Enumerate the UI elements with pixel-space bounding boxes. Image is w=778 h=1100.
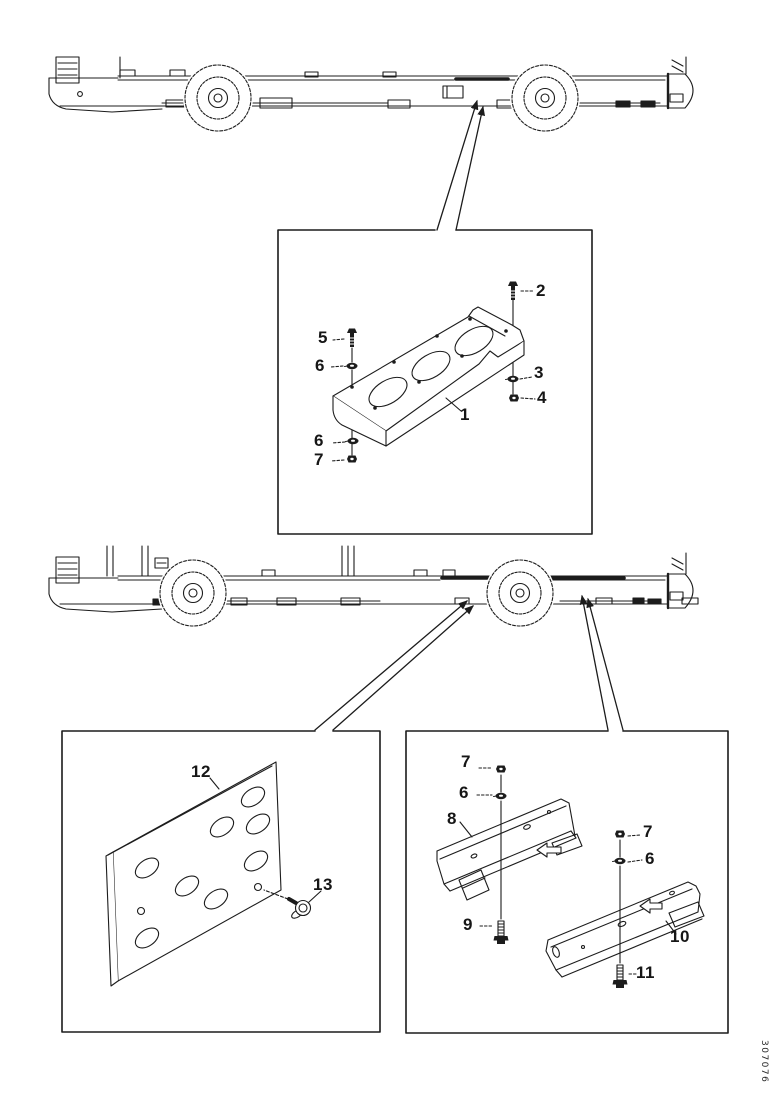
- nut-icon-7a: [496, 766, 506, 773]
- front-wheel-top-view: [183, 63, 253, 133]
- callout-label-6: 6: [315, 356, 325, 375]
- callout-label-11: 11: [636, 963, 655, 982]
- rear-end-cap: [668, 74, 693, 108]
- bolt-icon-2: [508, 282, 518, 301]
- bolt-icon-9: [494, 921, 509, 944]
- truck-chassis-side-view-bottom: [49, 546, 698, 628]
- rear-wheel-top-view: [510, 63, 580, 133]
- callout-label-7b: 7: [643, 822, 653, 841]
- callout-label-12: 12: [191, 762, 211, 781]
- callout-label-10: 10: [670, 927, 690, 946]
- callout-label-1: 1: [460, 405, 470, 424]
- bolt-icon-5: [347, 329, 357, 348]
- callout-label-2: 2: [536, 281, 546, 300]
- cab-structure-lines: [107, 546, 354, 576]
- washer-icon-6a: [494, 793, 507, 799]
- callout-label-8: 8: [447, 809, 457, 828]
- leader-lines-to-middle-box: [437, 101, 483, 230]
- drawing-number: 307076: [759, 1040, 769, 1084]
- callout-leader-8: [460, 822, 472, 837]
- nut-icon-7b: [615, 831, 625, 838]
- truck-chassis-side-view-top: [49, 57, 693, 133]
- front-wheel-bottom-view: [158, 558, 228, 628]
- leader-lines-to-bottom-boxes: [315, 596, 623, 730]
- washer-icon-6b: [346, 438, 359, 444]
- callout-label-13: 13: [313, 875, 333, 894]
- washer-icon-3: [506, 376, 519, 382]
- washer-icon-6: [345, 363, 358, 369]
- callout-label-6a: 6: [459, 783, 469, 802]
- callout-label-6b2: 6: [645, 849, 655, 868]
- bolt-icon-11: [613, 965, 628, 988]
- callout-label-9: 9: [463, 915, 473, 934]
- nut-icon-4: [509, 395, 519, 402]
- callout-leader-12: [210, 778, 219, 789]
- callout-label-3: 3: [534, 363, 544, 382]
- nut-icon-7: [347, 456, 357, 463]
- detail-box-right-border: [406, 731, 728, 1033]
- callout-label-4: 4: [537, 388, 547, 407]
- detail-box-right: [406, 731, 728, 1033]
- callout-label-7: 7: [314, 450, 324, 469]
- mounting-plate-part-1: [333, 307, 524, 446]
- rear-wheel-bottom-view: [485, 558, 555, 628]
- mounting-plate-part-12: [106, 762, 281, 986]
- cab-mount-box: [56, 57, 79, 83]
- callout-label-5: 5: [318, 328, 328, 347]
- detail-box-middle: [278, 230, 592, 534]
- bracket-part-8: [437, 799, 582, 900]
- callout-label-6b: 6: [314, 431, 324, 450]
- callout-label-7a: 7: [461, 752, 471, 771]
- washer-icon-6b2: [613, 858, 626, 864]
